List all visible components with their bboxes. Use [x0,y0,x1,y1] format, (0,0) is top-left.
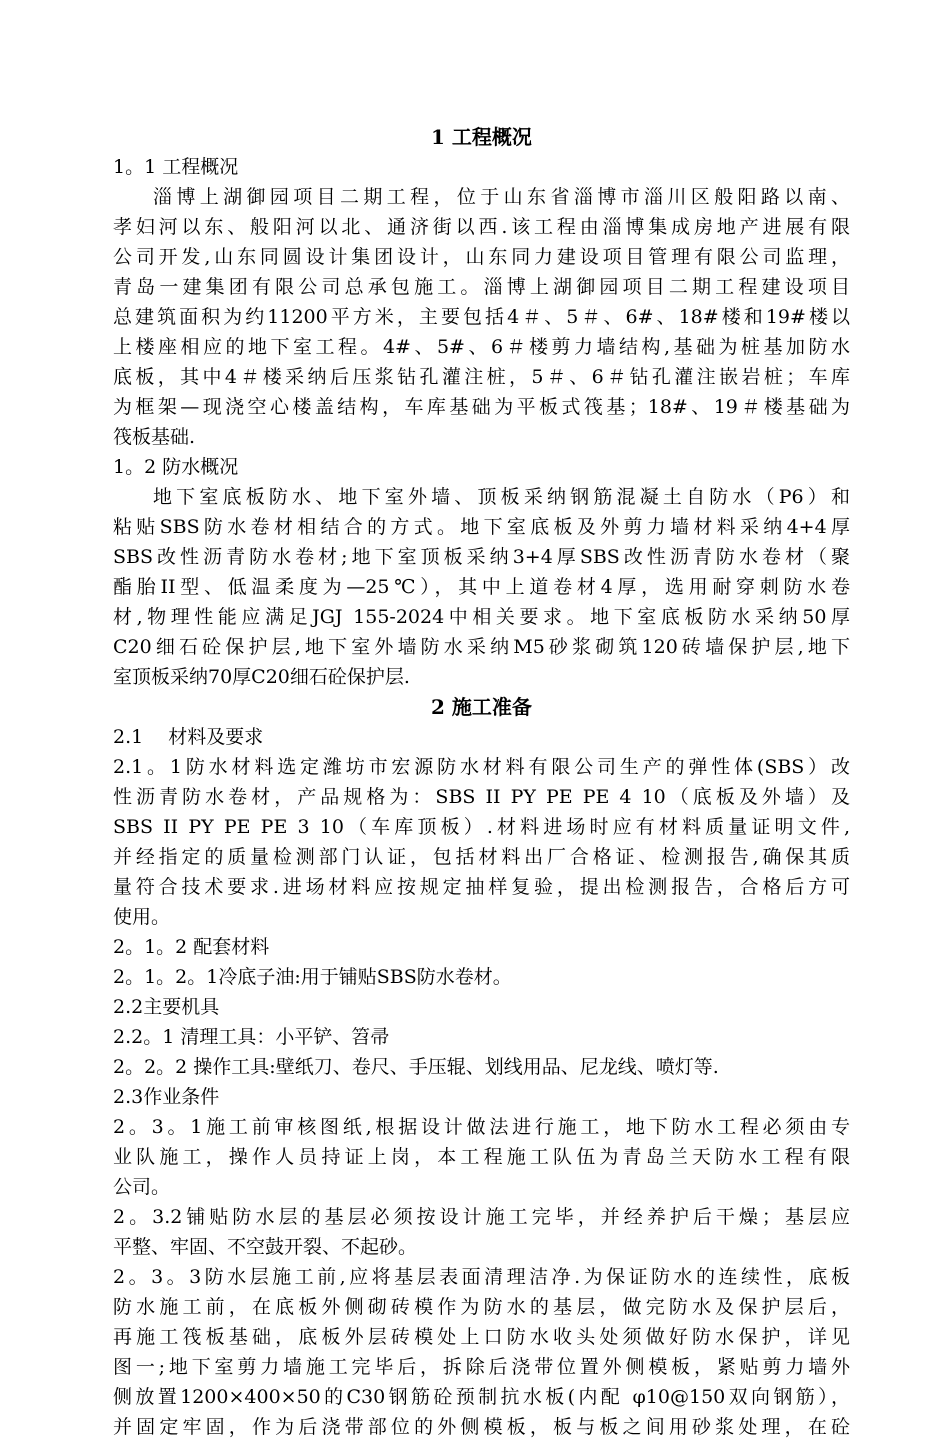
body-text-line: 平整、牢固、不空鼓开裂、不起砂。 [113,1236,418,1258]
body-text-line: 业队施工，操作人员持证上岗，本工程施工队伍为青岛兰天防水工程有限 [113,1146,850,1168]
body-text-line: 公司。 [113,1176,171,1198]
body-text-line: 使用。 [113,906,171,928]
body-text-line: 防水施工前，在底板外侧砌砖模作为防水的基层，做完防水及保护层后， [113,1296,850,1318]
body-text-line: 筏板基础. [113,426,196,448]
body-text-line: 1。1 工程概况 [113,156,239,178]
body-text-line: C20细石砼保护层,地下室外墙防水采纳M5砂浆砌筑120砖墙保护层,地下 [113,636,850,658]
section-heading: 1 工程概况 [431,125,532,149]
body-text-line: 2.1。1防水材料选定潍坊市宏源防水材料有限公司生产的弹性体(SBS）改 [113,756,850,778]
body-text-line: 粘贴SBS防水卷材相结合的方式。地下室底板及外剪力墙材料采纳4+4厚 [113,516,850,538]
body-text-line: 青岛一建集团有限公司总承包施工。淄博上湖御园项目二期工程建设项目 [113,276,850,298]
body-text-line: 酯胎II型、低温柔度为—25℃），其中上道卷材4厚，选用耐穿刺防水卷 [113,576,850,598]
body-text-line: 2。1。2。1冷底子油:用于铺贴SBS防水卷材。 [113,966,512,988]
body-text-line: 2.2主要机具 [113,996,220,1018]
body-text-line: 侧放置1200×400×50的C30钢筋砼预制抗水板(内配 φ10@150双向钢筋）， [113,1386,850,1408]
body-text-line: 2.1 材料及要求 [113,726,264,748]
body-text-line: 量符合技术要求.进场材料应按规定抽样复验，提出检测报告，合格后方可 [113,876,850,898]
body-text-line: 底板，其中4＃楼采纳后压浆钻孔灌注桩，5＃、6＃钻孔灌注嵌岩桩；车库 [113,366,850,388]
body-text-line: 上楼座相应的地下室工程。4#、5#、6＃楼剪力墙结构,基础为桩基加防水 [113,336,850,358]
body-text-line: 性沥青防水卷材，产品规格为：SBS II PY PE PE 4 10（底板及外墙）及 [113,786,850,808]
body-text-line: 2。3.2铺贴防水层的基层必须按设计施工完毕，并经养护后干燥；基层应 [113,1206,850,1228]
body-text-line: 为框架—现浇空心楼盖结构，车库基础为平板式筏基；18#、19＃楼基础为 [113,396,850,418]
body-text-line: 材,物理性能应满足JGJ 155-2024中相关要求。地下室底板防水采纳50厚 [113,606,850,628]
body-text-line: SBS II PY PE PE 3 10（车库顶板）.材料进场时应有材料质量证明文件, [113,816,850,838]
body-text-line: 孝妇河以东、般阳河以北、通济街以西.该工程由淄博集成房地产进展有限 [113,216,850,238]
body-text-line: 图一;地下室剪力墙施工完毕后，拆除后浇带位置外侧模板，紧贴剪力墙外 [113,1356,850,1378]
body-text-line: 2.2。1 清理工具：小平铲、笤帚 [113,1026,390,1048]
body-text-line: 并固定牢固，作为后浇带部位的外侧模板，板与板之间用砂浆处理，在砼 [113,1416,850,1438]
body-text-line: 2。3。1施工前审核图纸,根据设计做法进行施工，地下防水工程必须由专 [113,1116,850,1138]
body-text-line: 总建筑面积为约11200平方米，主要包括4＃、5＃、6#、18#楼和19#楼以 [113,306,850,328]
body-text-line: 2。2。2 操作工具:壁纸刀、卷尺、手压辊、划线用品、尼龙线、喷灯等. [113,1056,719,1078]
paragraph-first-line: 地下室底板防水、地下室外墙、顶板采纳钢筋混凝土自防水（P6）和 [153,486,850,508]
body-text-line: 并经指定的质量检测部门认证，包括材料出厂合格证、检测报告,确保其质 [113,846,850,868]
body-text-line: 2。1。2 配套材料 [113,936,270,958]
body-text-line: SBS改性沥青防水卷材;地下室顶板采纳3+4厚SBS改性沥青防水卷材（聚 [113,546,850,568]
paragraph-first-line: 淄博上湖御园项目二期工程，位于山东省淄博市淄川区般阳路以南、 [153,186,850,208]
body-text-line: 2。3。3防水层施工前,应将基层表面清理洁净.为保证防水的连续性，底板 [113,1266,850,1288]
section-heading: 2 施工准备 [431,695,532,719]
document-page [113,122,850,1442]
body-text-line: 2.3作业条件 [113,1086,220,1108]
body-text-line: 公司开发,山东同圆设计集团设计，山东同力建设项目管理有限公司监理， [113,246,850,268]
body-text-line: 室顶板采纳70厚C20细石砼保护层. [113,666,410,688]
body-text-line: 1。2 防水概况 [113,456,239,478]
body-text-line: 再施工筏板基础，底板外层砖模处上口防水收头处须做好防水保护，详见 [113,1326,850,1348]
